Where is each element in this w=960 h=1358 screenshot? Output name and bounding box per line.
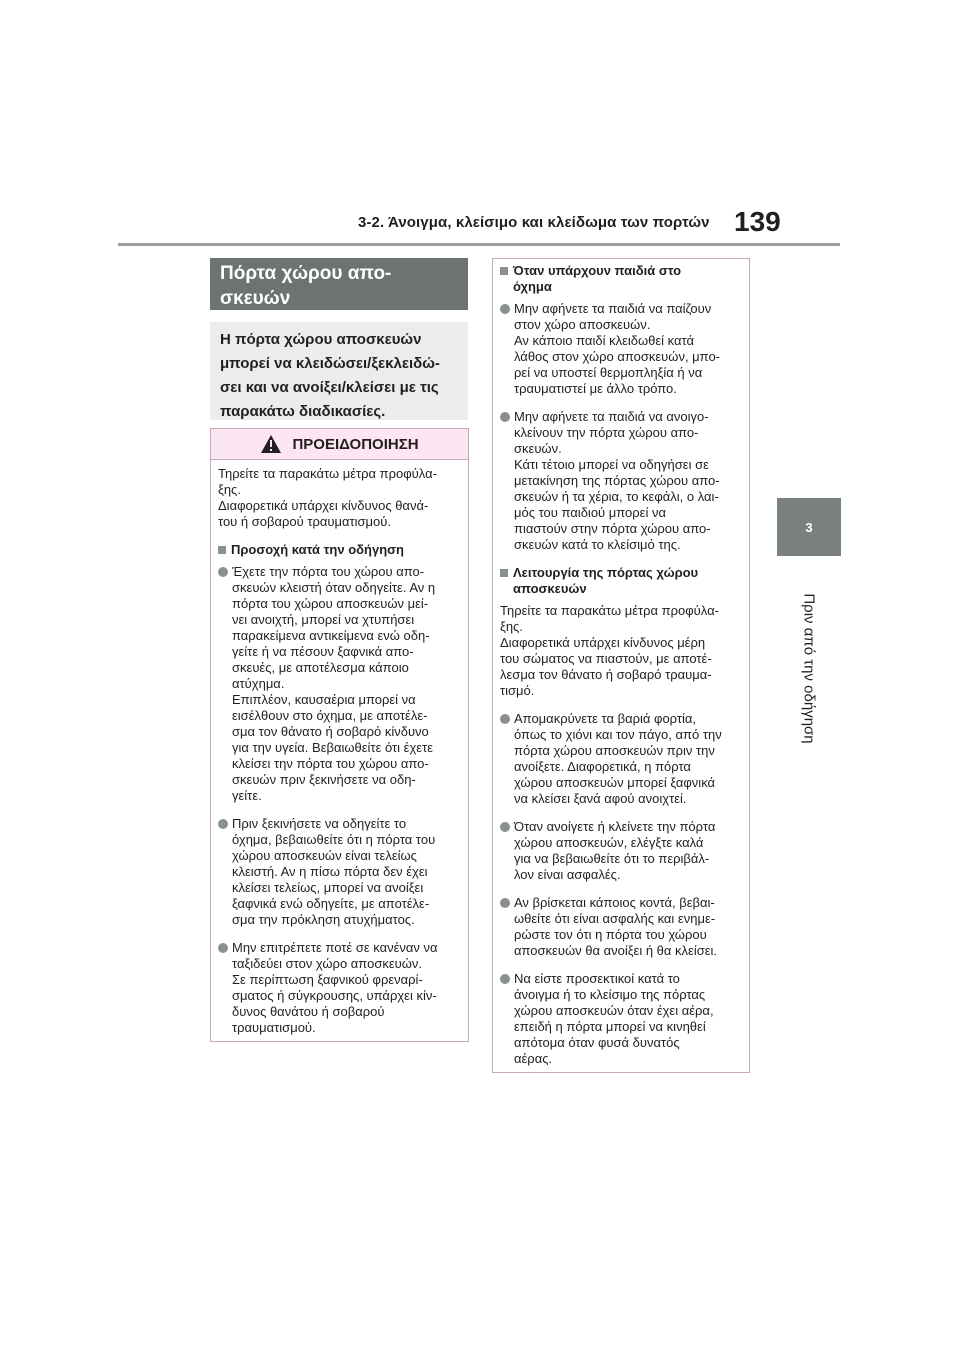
square-bullet-icon — [500, 569, 508, 577]
list-item: Μην αφήνετε τα παιδιά να ανοιγο- κλείνουν την πόρτα χώρου απο- σκευών. Κάτι τέτοιο μπορεί να οδηγήσει σε μετακίνηση της πόρτας χώρου απο- σκευών ή τα χέρια, το κεφάλι, ο λαι- μός του παιδιού μπορεί να πιαστούν στην πόρτα χώρου απο- σκευών κατά το κλείσιμό της. — [500, 409, 742, 553]
warning-heading: ΠΡΟΕΙΔΟΠΟΙΗΣΗ — [292, 435, 419, 453]
section-title: Πόρτα χώρου απο- σκευών — [210, 258, 468, 310]
page-number: 139 — [734, 206, 781, 237]
chapter-side-title: Πριν από την οδήγηση — [800, 593, 818, 744]
list-item: Έχετε την πόρτα του χώρου απο- σκευών κλειστή όταν οδηγείτε. Αν η πόρτα του χώρου αποσκευών μεί- νει ανοιχτή, μπορεί να χτυπήσει παρακείμενα αντικείμενα ενώ οδη- γείτε ή να πέσουν ξαφνικά απο- σκευές, με αποτέλεσμα κάποιο ατύχημα. Επιπλέον, καυσαέρια μπορεί να εισέλθουν στο όχημα, με αποτέλε- σμα τον θάνατο ή σοβαρό κίνδυνο για την υγεία. Βεβαιωθείτε ότι έχετε κλείσει την πόρτα του χώρου απο- σκευών πριν ξεκινήσετε να οδη- γείτε. — [218, 564, 461, 804]
warning-continued-box — [492, 258, 750, 1073]
list-item: Αν βρίσκεται κάποιος κοντά, βεβαι- ωθείτε ότι είναι ασφαλής και ενημε- ρώστε τον ότι η πόρτα του χώρου αποσκευών θα ανοίξει ή θα κλείσει. — [500, 895, 742, 959]
square-bullet-icon — [218, 546, 226, 554]
warning-intro: Τηρείτε τα παρακάτω μέτρα προφύλα- ξης. Διαφορετικά υπάρχει κίνδυνος θανά- του ή σοβαρού τραυματισμού. — [218, 466, 437, 529]
circle-bullet-icon — [500, 974, 510, 984]
operation-intro: Τηρείτε τα παρακάτω μέτρα προφύλα- ξης. Διαφορετικά υπάρχει κίνδυνος μέρη του σώματος να πιαστούν, με αποτέ- λεσμα τον θάνατο ή σοβαρό τραυμα- τισμό. — [500, 603, 719, 698]
square-bullet-icon — [500, 267, 508, 275]
running-header: 3-2. Άνοιγμα, κλείσιμο και κλείδωμα των πορτών — [358, 214, 710, 231]
warning-subheading: Προσοχή κατά την οδήγηση — [218, 542, 461, 558]
list-item: Μην επιτρέπετε ποτέ σε κανέναν να ταξιδεύει στον χώρο αποσκευών. Σε περίπτωση ξαφνικού φρεναρί- σματος ή σύγκρουσης, υπάρχει κίν- δυνος θανάτου ή σοβαρού τραυματισμού. — [218, 940, 461, 1036]
circle-bullet-icon — [500, 304, 510, 314]
section-intro: Η πόρτα χώρου αποσκευών μπορεί να κλειδώσει/ξεκλειδώ- σει και να ανοίξει/κλείσει με τις παρακάτω διαδικασίες. — [210, 322, 468, 420]
children-subheading: Όταν υπάρχουν παιδιά στο όχημα — [500, 263, 742, 295]
warning-triangle-icon — [260, 434, 282, 454]
chapter-tab: 3 — [777, 498, 841, 556]
circle-bullet-icon — [500, 714, 510, 724]
circle-bullet-icon — [500, 822, 510, 832]
circle-bullet-icon — [500, 898, 510, 908]
circle-bullet-icon — [218, 943, 228, 953]
list-item: Πριν ξεκινήσετε να οδηγείτε το όχημα, βεβαιωθείτε ότι η πόρτα του χώρου αποσκευών είναι τελείως κλειστή. Αν η πίσω πόρτα δεν έχει κλείσει τελείως, μπορεί να ανοίξει ξαφνικά ενώ οδηγείτε, με αποτέλε- σμα την πρόκληση ατυχήματος. — [218, 816, 461, 928]
list-item: Να είστε προσεκτικοί κατά το άνοιγμα ή το κλείσιμο της πόρτας χώρου αποσκευών όταν έχει αέρα, επειδή η πόρτα μπορεί να κινηθεί απότομα όταν φυσά δυνατός αέρας. — [500, 971, 742, 1067]
operation-subheading: Λειτουργία της πόρτας χώρου αποσκευών — [500, 565, 742, 597]
circle-bullet-icon — [500, 412, 510, 422]
warning-box — [210, 428, 469, 1042]
header-divider — [118, 243, 840, 246]
list-item: Απομακρύνετε τα βαριά φορτία, όπως το χιόνι και τον πάγο, από την πόρτα χώρου αποσκευών πριν την ανοίξετε. Διαφορετικά, η πόρτα χώρου αποσκευών μπορεί ξαφνικά να κλείσει ξανά αφού ανοιχτεί. — [500, 711, 742, 807]
warning-header — [211, 429, 468, 460]
circle-bullet-icon — [218, 567, 228, 577]
list-item: Μην αφήνετε τα παιδιά να παίζουν στον χώρο αποσκευών. Αν κάποιο παιδί κλειδωθεί κατά λάθος στον χώρο αποσκευών, μπο- ρεί να υποστεί θερμοπληξία ή να τραυματιστεί με άλλο τρόπο. — [500, 301, 742, 397]
circle-bullet-icon — [218, 819, 228, 829]
list-item: Όταν ανοίγετε ή κλείνετε την πόρτα χώρου αποσκευών, ελέγξτε καλά για να βεβαιωθείτε ότι το περιβάλ- λον είναι ασφαλές. — [500, 819, 742, 883]
